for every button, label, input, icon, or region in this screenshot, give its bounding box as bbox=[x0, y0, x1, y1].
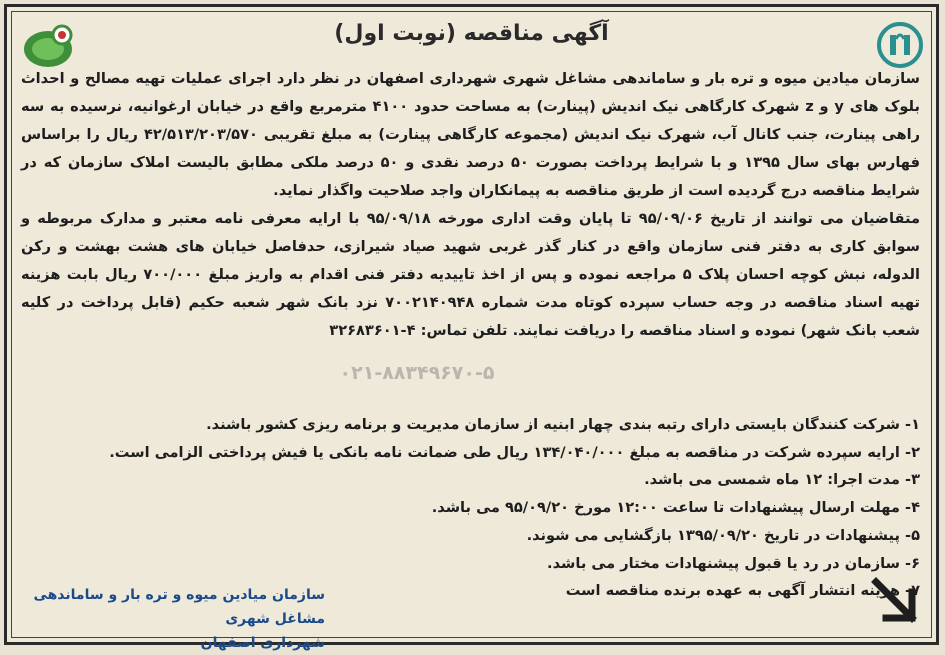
issuer-signature bbox=[25, 583, 325, 655]
notice-frame bbox=[4, 4, 939, 651]
condition-item-3: ۳- مدت اجرا: ۱۲ ماه شمسی می باشد. bbox=[644, 471, 920, 489]
conditions-list bbox=[100, 411, 920, 605]
condition-item-1: ۱- شرکت کنندگان بایستی دارای رتبه بندی چهار ابنیه از سازمان مدیریت و برنامه ریزی کشور باشند. bbox=[206, 416, 920, 433]
signature-line-municipality: شهرداری اصفهان bbox=[200, 635, 325, 651]
condition-item-5: ۵- پیشنهادات در تاریخ ۱۳۹۵/۰۹/۲۰ بازگشایی می شوند. bbox=[526, 526, 920, 544]
notice-paragraph-2: متقاضیان می توانند از تاریخ ۹۵/۰۹/۰۶ تا پایان وقت اداری مورخه ۹۵/۰۹/۱۸ با ارایه معرفی نامه معتبر و مدارک مربوطه و سوابق کاری به دفتر فنی سازمان واقع در کنار گذر غربی شهید صیاد شیرازی، حدفاصل خیابان های هشت بهشت و رکن الدوله، نبش کوچه احسان پلاک ۵ مراجعه نموده و پس از اخذ تاییدیه دفتر فنی اقدام به واریز مبلغ ۷۰۰/۰۰۰ ریال بابت هزینه تهیه اسناد مناقصه در وجه حساب سپرده کوتاه مدت شماره ۷۰۰۲۱۴۰۹۴۸ نزد بانک شهر شعبه حکیم (قابل پرداخت در کلیه شعب بانک شهر) نموده و اسناد مناقصه را دریافت نمایند. تلفن تماس: ۴-۳۲۶۸۳۶۰۱ bbox=[21, 210, 921, 339]
condition-item-6: ۶- سازمان در رد یا قبول پیشنهادات مختار می باشد. bbox=[547, 554, 920, 572]
condition-item-4: ۴- مهلت ارسال پیشنهادات تا ساعت ۱۲:۰۰ مورخ ۹۵/۰۹/۲۰ می باشد. bbox=[431, 499, 920, 517]
condition-item-7: ۷- هزینه انتشار آگهی به عهده برنده مناقصه است bbox=[565, 582, 920, 600]
condition-item-2: ۲- ارایه سپرده شرکت در مناقصه به مبلغ ۱۳۴/۰۴۰/۰۰۰ ریال طی ضمانت نامه بانکی یا فیش پرداختی الزامی است. bbox=[109, 443, 920, 461]
signature-line-organization: سازمان میادین میوه و تره بار و ساماندهی مشاغل شهری bbox=[33, 587, 325, 627]
corner-arrow-icon bbox=[868, 574, 928, 634]
watermark-phone: ۰۲۱-۸۸۳۴۹۶۷۰-۵ bbox=[339, 362, 495, 384]
notice-paragraph-1: سازمان میادین میوه و تره بار و ساماندهی مشاغل شهری شهرداری اصفهان در نظر دارد اجرای عملیات تهیه مصالح و احداث بلوک های y و z شهرک کارگاهی نیک اندیش (پینارت) به مساحت حدود ۴۱۰۰ مترمربع واقع در خیابان ارغوانیه، نرسیده به سه راهی پینارت، جنب کانال آب، شهرک نیک اندیش (مجموعه کارگاهی پینارت) به مبلغ تقریبی ۴۲/۵۱۳/۲۰۳/۵۷۰ ریال را براساس فهارس بهای سال ۱۳۹۵ و با شرایط پرداخت بصورت ۵۰ درصد نقدی و ۵۰ درصد ملکی مطابق بالیست املاک سازمان که در شرایط مناقصه درج گردیده است از طریق مناقصه به پیمانکاران واجد صلاحیت واگذار نماید. bbox=[21, 70, 920, 199]
notice-body bbox=[21, 65, 920, 345]
notice-title: آگهی مناقصه (نوبت اول) bbox=[334, 21, 609, 46]
